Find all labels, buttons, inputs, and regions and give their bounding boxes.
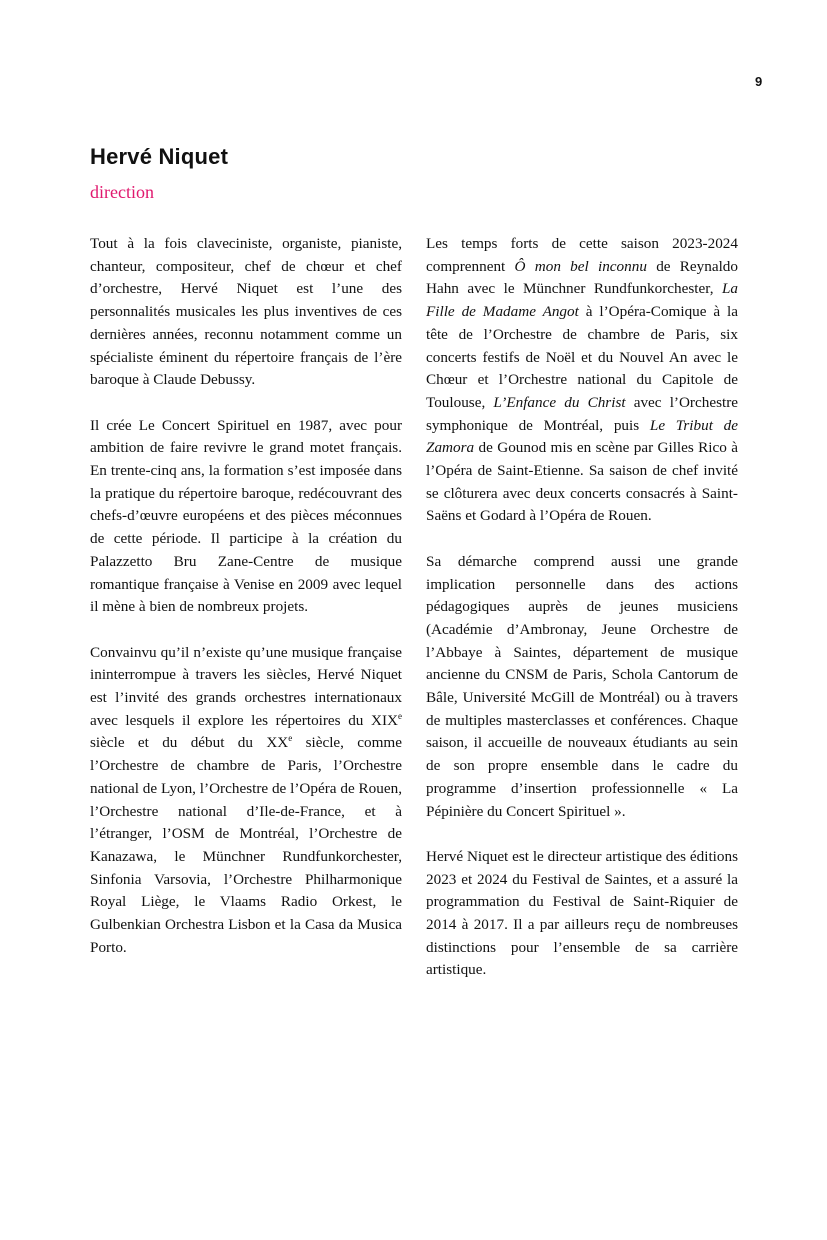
text-run: de Reynaldo Hahn avec le Münchner Rundfunkorchester, [426,257,738,298]
biography-paragraph-6: Hervé Niquet est le directeur artistique des éditions 2023 et 2024 du Festival de Saintes, et a assuré la programmation du Festival de Saint-Riquier de 2014 à 2017. Il a par ailleurs reçu de nombreuses distinctions pour l’ensemble de sa carrière artistique. [426,847,738,979]
text-run: Les temps forts de cette saison 2023-2024 comprennent [426,235,738,275]
text-run: de Gounod mis en scène par Gilles Rico à l’Opéra de Saint-Etienne. Sa saison de chef invité se clôturera avec deux concerts consacrés à Saint-Saëns et Godard à l’Opéra de Rouen. [426,439,738,525]
ordinal-superscript: e [288,733,293,744]
text-run: Convainvu qu’il n’existe qu’une musique française ininterrompue à travers les siècles, Hervé Niquet est l’invité des grands orchestres internationaux avec lesquels il explore les répertoires du XIX [90,643,402,729]
biography-right-column [426,233,738,1005]
work-title: Le Tribut de Zamora [426,416,738,457]
page-number: 9 [755,74,763,89]
ordinal-superscript: e [398,710,402,721]
biography-paragraph-1: Tout à la fois claveciniste, organiste, pianiste, chanteur, compositeur, chef de chœur et chef d’orchestre, Hervé Niquet est l’une des personnalités musicales les plus inventives de ces dernières années, reconnu notamment comme un spécialiste éminent du répertoire français de l’ère baroque à Claude Debussy. [90,235,402,389]
text-run: avec l’Orchestre symphonique de Montréal, puis [426,393,738,434]
biography-paragraph-2: Il crée Le Concert Spirituel en 1987, avec pour ambition de faire revivre le grand motet français. En trente-cinq ans, la formation s’est imposée dans la pratique du répertoire baroque, redécouvrant des chefs-d’œuvre européens et des pièces méconnues de cette période. Il participe à la création du Palazzetto Bru Zane-Centre de musique romantique française à Venise en 2009 avec lequel il mène à bien de nombreux projets. [90,416,402,616]
biography-left-column [90,233,402,982]
text-run: à l’Opéra-Comique à la tête de l’Orchestre de chambre de Paris, six concerts festifs de Noël et du Nouvel An avec le Chœur et l’Orchestre national du Capitole de Toulouse, [426,303,738,411]
artist-name: Hervé Niquet [90,144,229,169]
biography-paragraph-5: Sa démarche comprend aussi une grande implication personnelle dans des actions pédagogiques auprès de jeunes musiciens (Académie d’Ambronay, Jeune Orchestre de l’Abbaye à Saintes, département de musique ancienne du CNSM de Paris, Schola Cantorum de Bâle, Université McGill de Montréal) ou à travers de multiples masterclasses et conférences. Chaque saison, il accueille de nouveaux étudiants au sein de son propre ensemble dans le cadre du programme d’insertion professionnelle « La Pépinière du Concert Spirituel ». [426,552,738,820]
text-run: siècle, comme l’Orchestre de chambre de Paris, l’Orchestre national de Lyon, l’Orchestre de l’Opéra de Rouen, l’Orchestre national d’Ile-de-France, et à l’étranger, l’OSM de Montréal, l’Orchestre de Kanazawa, le Münchner Rundfunkorchester, Sinfonia Varsovia, l’Orchestre Philharmonique Royal Liège, le Vlaams Radio Orkest, le Gulbenkian Orchestra Lisbon et la Casa da Musica Porto. [90,734,402,956]
biography-paragraph-3 [90,642,402,960]
artist-role: direction [90,182,154,202]
biography-paragraph-4 [426,233,738,528]
work-title: L’Enfance du Christ [493,393,626,411]
text-run: siècle et du début du XX [90,734,289,752]
work-title: La Fille de Madame Angot [426,280,738,321]
work-title: Ô mon bel inconnu [514,257,647,275]
